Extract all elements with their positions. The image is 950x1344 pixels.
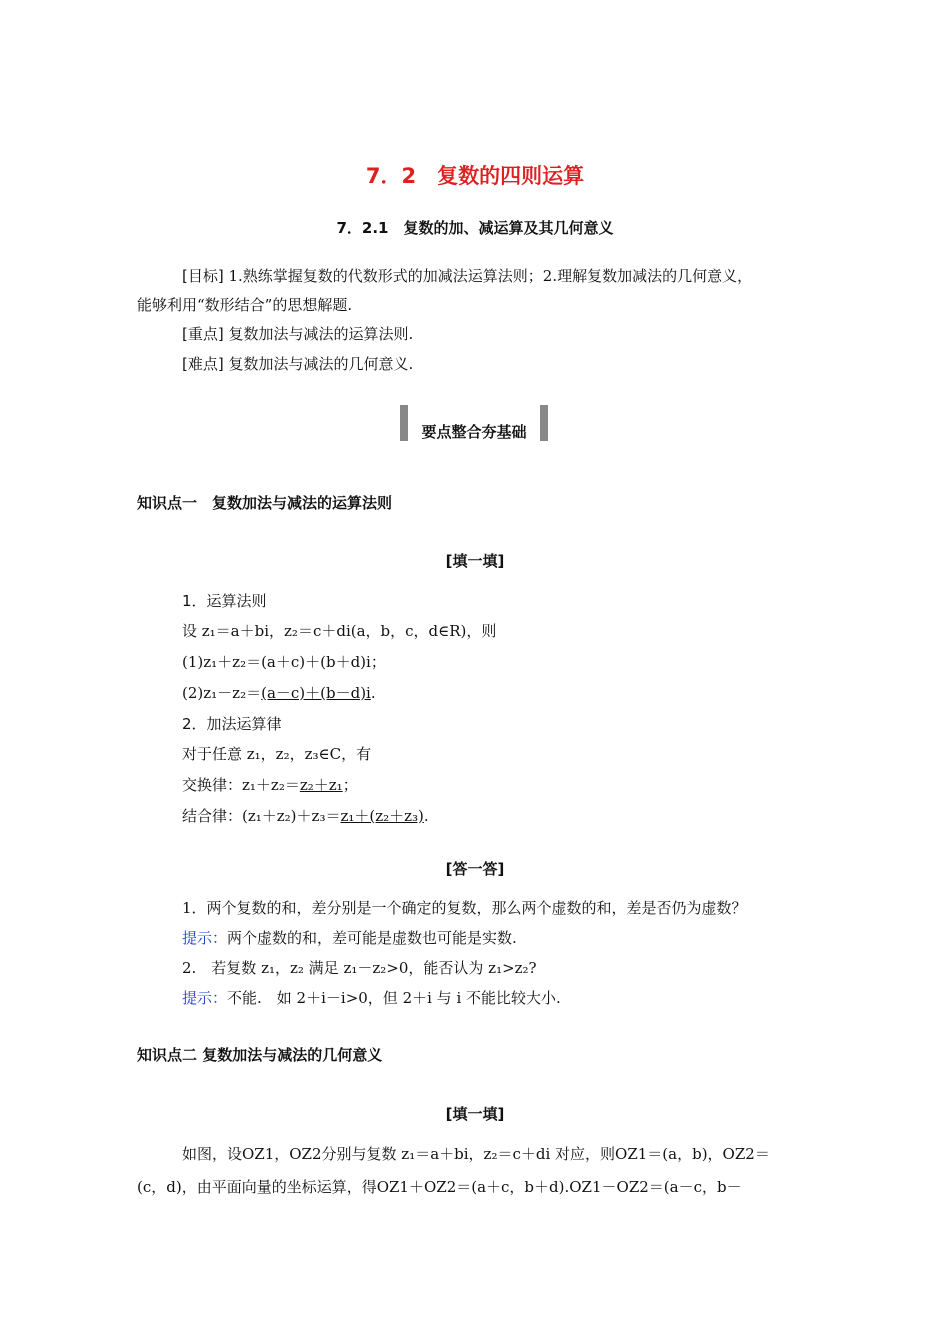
- section1-fill-label: [填一填]: [445, 552, 505, 570]
- goal-target-label: [目标]: [182, 267, 224, 285]
- section2-para-line-1: 如图，设OZ1，OZ2分别与复数 z₁＝a＋bi，z₂＝c＋di 对应，则OZ1＝(a，b)，OZ2＝: [182, 1145, 770, 1163]
- rule-sub: [182, 683, 376, 703]
- banner-right-bar: [540, 405, 548, 441]
- rule-add: (1)z₁＋z₂＝(a＋c)＋(b＋d)i；: [182, 653, 386, 671]
- law-heading: 2．加法运算律: [182, 715, 282, 733]
- goal-hard-label: [难点]: [182, 355, 224, 373]
- commutative-prefix: 交换律：z₁＋z₂＝: [182, 776, 300, 794]
- hint-2-label: 提示：: [182, 989, 228, 1007]
- hint-2: [182, 988, 561, 1008]
- hint-1: [182, 928, 517, 948]
- goal-hard-line: [182, 354, 413, 374]
- banner-text: 要点整合夯基础: [421, 423, 527, 441]
- hint-1-text: 两个虚数的和，差可能是虚数也可能是实数.: [227, 929, 517, 947]
- rule-sub-answer: (a－c)＋(b－d)i: [261, 684, 371, 702]
- associative-answer: z₁＋(z₂＋z₃): [340, 807, 424, 825]
- section-banner: [400, 405, 548, 441]
- law-intro: 对于任意 z₁，z₂，z₃∈C，有: [182, 745, 372, 763]
- question-2: 2. 若复数 z₁，z₂ 满足 z₁－z₂>0，能否认为 z₁>z₂?: [182, 959, 537, 977]
- goal-key-text: 复数加法与减法的运算法则.: [223, 325, 414, 343]
- rule-sub-prefix: (2)z₁－z₂＝: [182, 684, 262, 702]
- law-associative: [182, 806, 429, 826]
- page-subtitle: 7．2.1 复数的加、减运算及其几何意义: [336, 219, 614, 237]
- goal-target-text-1: 1.熟练掌握复数的代数形式的加减法运算法则；2.理解复数加减法的几何意义，: [223, 267, 753, 285]
- associative-suffix: .: [423, 807, 429, 825]
- goal-key-line: [182, 324, 413, 344]
- hint-1-label: 提示：: [182, 929, 228, 947]
- goal-key-label: [重点]: [182, 325, 224, 343]
- commutative-answer: z₂＋z₁: [299, 776, 343, 794]
- associative-prefix: 结合律：(z₁＋z₂)＋z₃＝: [182, 807, 341, 825]
- question-1: 1．两个复数的和，差分别是一个确定的复数，那么两个虚数的和，差是否仍为虚数？: [182, 899, 747, 917]
- hint-2-text: 不能. 如 2＋i－i>0，但 2＋i 与 i 不能比较大小.: [227, 989, 561, 1007]
- section2-fill-label: [填一填]: [445, 1105, 505, 1123]
- rule-sub-suffix: .: [370, 684, 376, 702]
- section1-heading: 知识点一 复数加法与减法的运算法则: [137, 494, 393, 512]
- section2-para-line-2: (c，d)，由平面向量的坐标运算，得OZ1＋OZ2＝(a＋c，b＋d).OZ1－OZ2＝(a－c，b－: [137, 1178, 742, 1196]
- section1-answer-label: [答一答]: [445, 860, 505, 878]
- section2-heading: 知识点二 复数加法与减法的几何意义: [137, 1046, 383, 1064]
- rule-set: 设 z₁＝a＋bi，z₂＝c＋di(a，b，c，d∈R)，则: [182, 622, 497, 640]
- rule-heading: 1．运算法则: [182, 592, 267, 610]
- page-title: 7．2 复数的四则运算: [365, 164, 585, 188]
- law-commutative: [182, 775, 358, 795]
- commutative-suffix: ；: [342, 776, 358, 794]
- goal-target-text-2: 能够利用“数形结合”的思想解题.: [137, 296, 353, 314]
- goal-line-1: [182, 266, 752, 286]
- goal-hard-text: 复数加法与减法的几何意义.: [223, 355, 414, 373]
